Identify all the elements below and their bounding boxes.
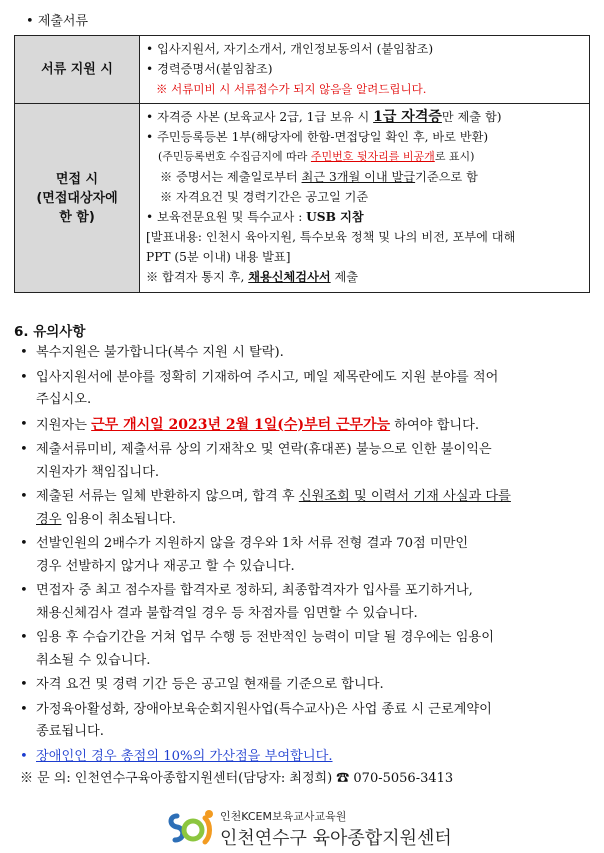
list-item: • 가정육아활성화, 장애아보육순회지원사업(특수교사)은 사업 종료 시 근로계약이 종료됩니다. bbox=[20, 701, 492, 739]
list-item: • 입사지원서에 분야를 정확히 기재하여 주시고, 메일 제목란에도 지원 분야를 적어 주십시오. bbox=[20, 369, 499, 407]
top-bullet: • 제출서류 bbox=[26, 14, 89, 29]
section-title: 6. 유의사항 bbox=[14, 324, 86, 340]
list-item: • 임용 후 수습기간을 거쳐 업무 수행 등 전반적인 능력이 미달 될 경우에는 임용이 취소될 수 있습니다. bbox=[20, 630, 494, 668]
list-item: • 지원자는 근무 개시일 2023년 2월 1일(수)부터 근무가능 하여야 합니다. bbox=[20, 416, 480, 433]
list-item: • 면접자 중 최고 점수자를 합격자로 정하되, 최종합격자가 입사를 포기하거나, 채용신체검사 결과 불합격일 경우 등 차점자를 임면할 수 있습니다. bbox=[20, 583, 473, 621]
center-logo bbox=[165, 806, 455, 850]
list-item: • 장애인인 경우 총점의 10%의 가산점을 부여합니다. bbox=[20, 748, 333, 764]
list-item: • 복수지원은 불가합니다(복수 지원 시 탈락). bbox=[20, 345, 284, 360]
row-header-application: 서류 지원 시 bbox=[15, 36, 140, 104]
table-row: 면접 시 (면접대상자에 한 함) • 자격증 사본 (보육교사 2급, 1급 보유 시 1급 자격증만 제출 함) • 주민등록등본 1부(해당자에 한함-면접당일 확인 후, 바로 반환) (주민등록번호 수집금지에 따라 주민번호 뒷자리를 비공개로 표시) ※ 증명서는 제출일로부터 최근 3개월 이내 발급기준으로 함 ※ 자격요건 및 경력기간은 공고일 기준 • 보육전문요원 및 특수교사 : USB 지참 [발표내용: 인천시 육아지원, 특수보육 정책 및 나의 비전, 포부에 대해 PPT (5분 이내) 내용 발표] ※ 합격자 통지 후, 채용신체검사서 제출 bbox=[15, 104, 590, 293]
precautions-section bbox=[14, 320, 594, 770]
submission-documents-table bbox=[14, 35, 590, 293]
table-row: 서류 지원 시 • 입사지원서, 자기소개서, 개인정보동의서 (붙임참조) • 경력증명서(붙임참조) ※ 서류미비 시 서류접수가 되지 않음을 알려드립니다. bbox=[15, 36, 590, 104]
list-item: • 자격 요건 및 경력 기간 등은 공고일 현재를 기준으로 합니다. bbox=[20, 677, 384, 692]
list-item: • 제출된 서류는 일체 반환하지 않으며, 합격 후 신원조회 및 이력서 기재 사실과 다를 경우 임용이 취소됩니다. bbox=[20, 489, 511, 527]
logo-subtitle: 인천KCEM보육교사교육원 bbox=[220, 810, 347, 823]
center-logo-icon bbox=[165, 808, 217, 850]
row-header-interview: 면접 시 (면접대상자에 한 함) bbox=[15, 104, 140, 293]
list-item: • 선발인원의 2배수가 지원하지 않을 경우와 1차 서류 전형 결과 70점 미만인 경우 선발하지 않거나 재공고 할 수 있습니다. bbox=[20, 536, 469, 574]
logo-title: 인천연수구 육아종합지원센터 bbox=[220, 828, 452, 849]
list-item: • 제출서류미비, 제출서류 상의 기재착오 및 연락(휴대폰) 불능으로 인한 불이익은 지원자가 책임집니다. bbox=[20, 442, 492, 480]
contact-info: ※ 문 의: 인천연수구육아종합지원센터(담당자: 최정희) ☎ 070-5056-3413 bbox=[20, 771, 454, 786]
